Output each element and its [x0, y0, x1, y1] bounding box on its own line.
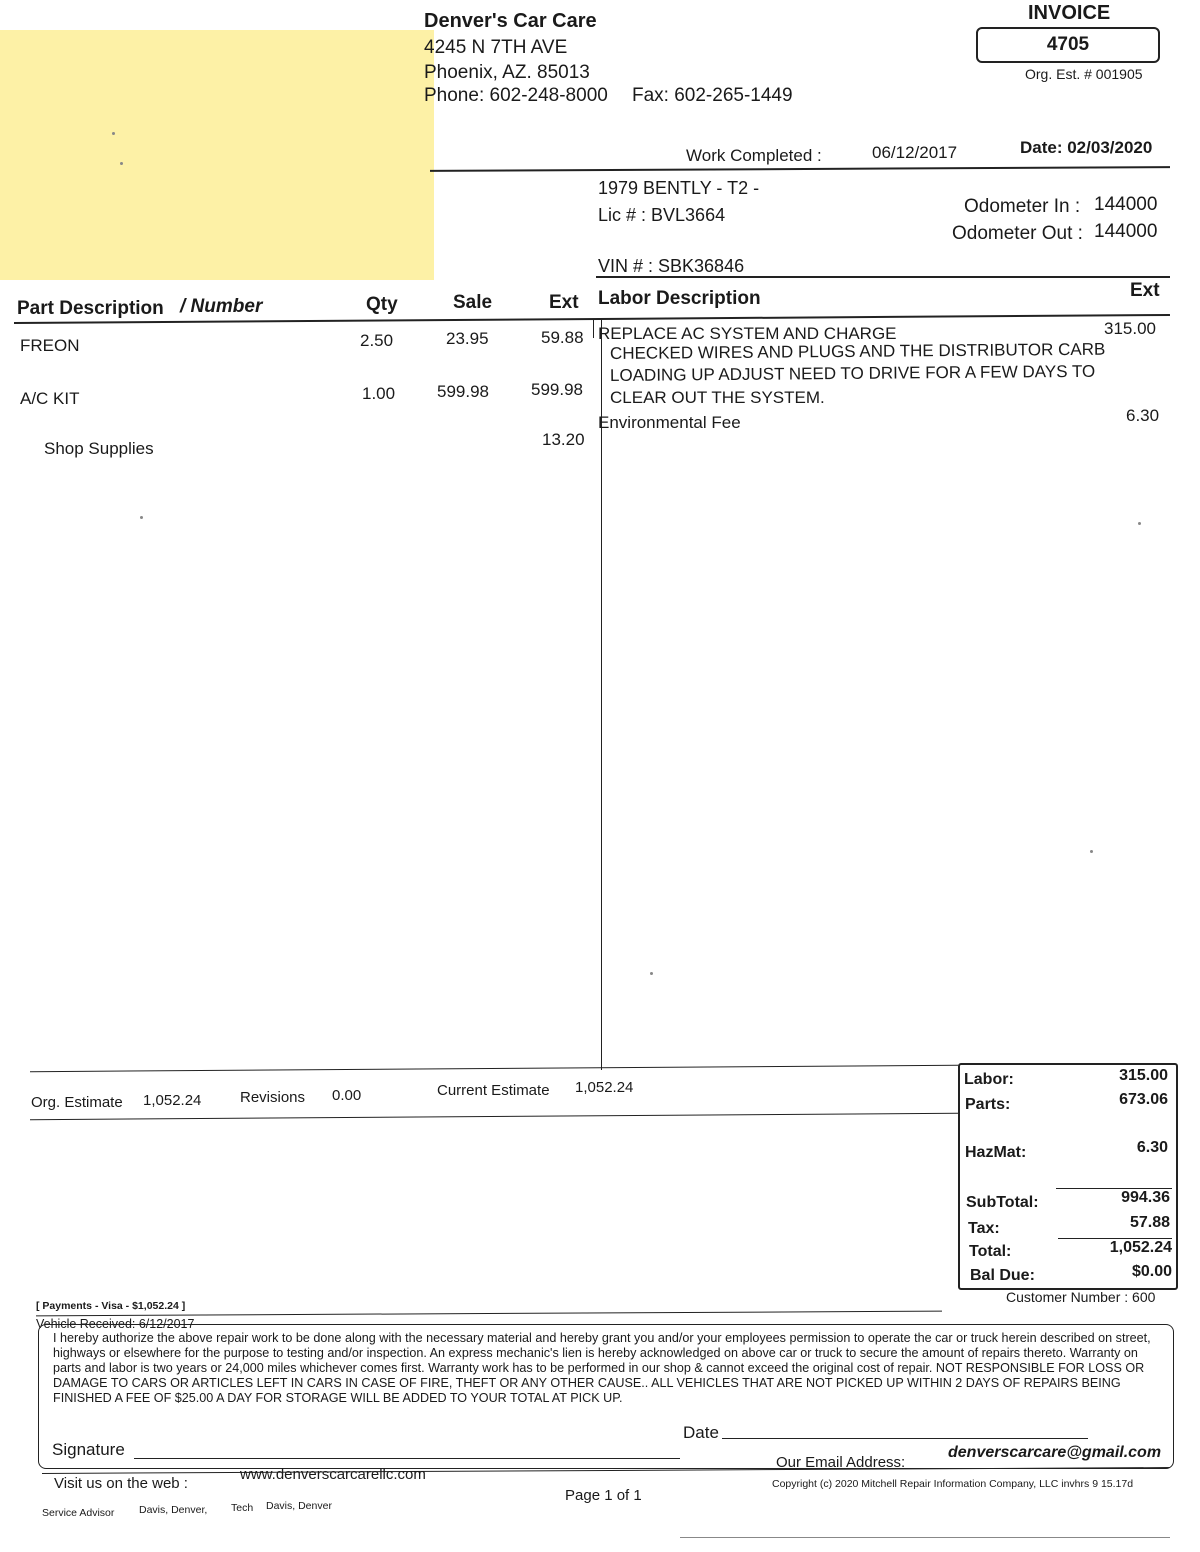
part-ext: 59.88 [541, 328, 584, 347]
part-qty: 2.50 [360, 331, 394, 350]
work-completed-date: 06/12/2017 [872, 143, 958, 162]
scan-speck [650, 972, 653, 975]
revisions-label: Revisions [240, 1089, 306, 1106]
part-description: A/C KIT [20, 389, 80, 408]
part-description: FREON [20, 336, 80, 355]
balance-due-value: $0.00 [1131, 1263, 1172, 1280]
vehicle-license: Lic # : BVL3664 [598, 205, 726, 225]
signature-label: Signature [52, 1440, 125, 1459]
labor-header-ext: Ext [1130, 280, 1160, 301]
scan-speck [1138, 522, 1141, 525]
labor-amount: 315.00 [1104, 319, 1156, 338]
part-description: Shop Supplies [44, 439, 154, 458]
odometer-out-label: Odometer Out : [952, 223, 1083, 244]
labor-note: CLEAR OUT THE SYSTEM. [610, 388, 825, 407]
tax-label: Tax: [968, 1220, 1000, 1237]
tax-value: 57.88 [1129, 1214, 1170, 1231]
email-address[interactable]: denverscarcare@gmail.com [948, 1444, 1162, 1461]
date-label: Date [683, 1423, 719, 1442]
parts-header-sale: Sale [453, 292, 493, 313]
scan-speck [1090, 850, 1093, 853]
labor-header-description: Labor Description [598, 288, 761, 309]
bottom-edge-rule [680, 1537, 1170, 1538]
environmental-fee-amount: 6.30 [1126, 406, 1160, 425]
parts-header-qty: Qty [366, 294, 398, 315]
web-label: Visit us on the web : [54, 1475, 188, 1492]
part-sale: 599.98 [437, 382, 489, 401]
estimate-top-divider [30, 1065, 958, 1072]
org-estimate-number: Org. Est. # 001905 [1025, 66, 1143, 82]
vehicle-divider [596, 276, 1170, 278]
balance-due-label: Bal Due: [970, 1267, 1035, 1284]
tech-label: Tech [231, 1502, 254, 1514]
current-estimate-label: Current Estimate [437, 1082, 550, 1099]
parts-header-number: / Number [180, 296, 263, 317]
environmental-fee-label: Environmental Fee [598, 413, 741, 432]
signature-line[interactable] [134, 1458, 680, 1459]
odometer-in-value: 144000 [1094, 194, 1158, 215]
scan-speck [140, 516, 143, 519]
customer-number: Customer Number : 600 [1006, 1289, 1156, 1305]
date-line[interactable] [722, 1438, 1088, 1439]
sticky-note [0, 30, 434, 280]
part-ext: 13.20 [542, 430, 585, 449]
odometer-in-label: Odometer In : [964, 196, 1081, 217]
service-advisor-label: Service Advisor [42, 1507, 115, 1519]
invoice-title: INVOICE [1028, 2, 1111, 24]
payments-line: [ Payments - Visa - $1,052.24 ] [36, 1300, 186, 1312]
shop-name: Denver's Car Care [424, 10, 597, 32]
scan-speck [120, 162, 123, 165]
estimate-bottom-divider [30, 1113, 958, 1120]
tech-name: Davis, Denver [266, 1500, 332, 1512]
odometer-out-value: 144000 [1094, 221, 1158, 242]
authorization-text: I hereby authorize the above repair work to be done along with the necessary material and hereby grant you and/or your employees permission to operate the car or truck herein described on street, highways or elsewhere for the purpose to testing and/or inspection. An express mechanic's lien is hereby acknowledged on above car or truck to secure the amount of repairs thereto. Warranty on parts and labor is two years or 24,000 miles whichever comes first. Warranty work has to be performed in our shop & cannot exceed the original cost of repair. NOT RESPONSIBLE FOR LOSS OR DAMAGE TO CARS OR ARTICLES LEFT IN CARS IN CASE OF FIRE, THEFT OR ANY OTHER CAUSE.. ALL VEHICLES THAT ARE NOT PICKED UP WITHIN 2 DAYS OF REPAIRS BEING FINISHED A FEE OF $25.00 A DAY FOR STORAGE WILL BE ADDED TO YOUR TOTAL AT PICK UP. [53, 1331, 1151, 1405]
part-sale: 23.95 [446, 329, 489, 348]
subtotal-value: 994.36 [1121, 1189, 1170, 1206]
vehicle-description: 1979 BENTLY - T2 - [598, 178, 760, 198]
revisions-value: 0.00 [332, 1087, 362, 1104]
shop-phone: Phone: 602-248-8000 [424, 85, 608, 106]
copyright: Copyright (c) 2020 Mitchell Repair Information Company, LLC invhrs 9 15.17d [772, 1478, 1134, 1490]
vehicle-vin: VIN # : SBK36846 [598, 256, 745, 276]
email-label: Our Email Address: [776, 1454, 906, 1471]
work-completed-label: Work Completed : [686, 146, 822, 165]
total-parts-label: Parts: [965, 1096, 1011, 1113]
vehicle-received: Vehicle Received: 6/12/2017 [36, 1317, 195, 1331]
website-link[interactable]: www.denverscarcarellc.com [240, 1466, 426, 1483]
service-advisor-name: Davis, Denver, [139, 1504, 208, 1516]
parts-header-ext: Ext [549, 292, 579, 313]
part-ext: 599.98 [531, 380, 583, 399]
invoice-date: Date: 02/03/2020 [1020, 138, 1153, 157]
shop-city: Phoenix, AZ. 85013 [424, 62, 590, 83]
org-estimate-label: Org. Estimate [31, 1094, 123, 1111]
labor-title: REPLACE AC SYSTEM AND CHARGE [598, 324, 897, 343]
ext-column-tick [593, 320, 594, 338]
scan-speck [112, 132, 115, 135]
labor-note: CHECKED WIRES AND PLUGS AND THE DISTRIBUTOR CARB [609, 339, 1106, 363]
total-labor-value: 315.00 [1119, 1067, 1168, 1084]
current-estimate-value: 1,052.24 [575, 1079, 634, 1096]
grand-total-label: Total: [969, 1243, 1012, 1260]
parts-header-description: Part Description [17, 298, 164, 319]
page-number: Page 1 of 1 [565, 1487, 642, 1504]
org-estimate-value: 1,052.24 [143, 1092, 202, 1109]
total-parts-value: 673.06 [1119, 1091, 1168, 1108]
shop-fax: Fax: 602-265-1449 [632, 85, 793, 106]
part-qty: 1.00 [362, 384, 396, 403]
hazmat-label: HazMat: [965, 1144, 1027, 1161]
hazmat-value: 6.30 [1136, 1139, 1168, 1156]
grand-total-value: 1,052.24 [1109, 1239, 1172, 1256]
header-divider [430, 166, 1170, 172]
labor-note: LOADING UP ADJUST NEED TO DRIVE FOR A FEW DAYS TO [609, 361, 1096, 385]
invoice-number: 4705 [976, 27, 1160, 63]
total-labor-label: Labor: [964, 1071, 1014, 1088]
subtotal-label: SubTotal: [966, 1194, 1039, 1211]
shop-address: 4245 N 7TH AVE [424, 37, 568, 58]
